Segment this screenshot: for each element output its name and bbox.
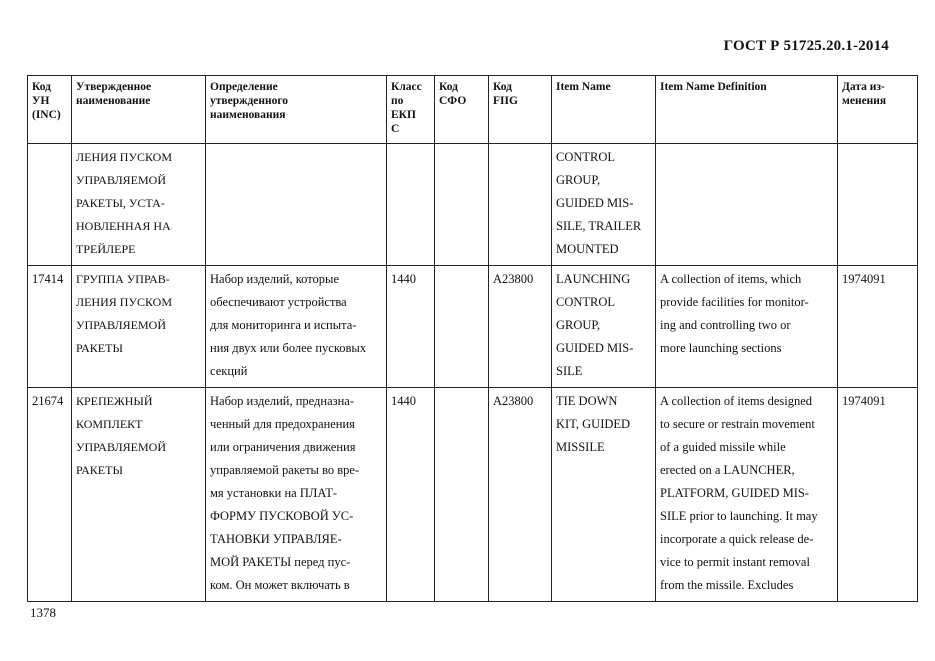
cell-value: A23800 <box>493 272 534 286</box>
cell-line: ЛЕНИЯ ПУСКОМ <box>76 295 173 309</box>
cell-line: GUIDED MIS- <box>556 341 634 355</box>
cell-line: КРЕПЕЖНЫЙ <box>76 394 153 408</box>
cell-class <box>387 388 435 602</box>
cell-fiig-code <box>489 388 552 602</box>
header-line: Код <box>439 81 459 93</box>
cell-line: ченный для предохранения <box>210 417 355 431</box>
cell-sfo-code <box>435 388 489 602</box>
page-number: 1378 <box>30 605 56 620</box>
cell-line: SILE prior to launching. It may <box>660 509 818 523</box>
cell-line: ТРЕЙЛЕРЕ <box>76 242 136 256</box>
cell-inc <box>28 144 72 266</box>
cell-line: НОВЛЕННАЯ НА <box>76 219 171 233</box>
cell-line: CONTROL <box>556 150 616 164</box>
cell-line: LAUNCHING <box>556 272 631 286</box>
header-line: менения <box>842 95 887 107</box>
header-line: утвержденного <box>210 95 289 107</box>
header-class <box>387 76 435 144</box>
cell-line: ТАНОВКИ УПРАВЛЯЕ- <box>210 532 342 546</box>
cell-line: секций <box>210 364 248 378</box>
header-line: по <box>391 95 404 107</box>
cell-class <box>387 266 435 388</box>
header-line: С <box>391 123 400 135</box>
cell-name-definition <box>206 266 387 388</box>
cell-item-name-definition <box>656 388 838 602</box>
cell-line: vice to permit instant removal <box>660 555 810 569</box>
header-line: Определение <box>210 81 278 93</box>
cell-line: GROUP, <box>556 318 601 332</box>
cell-line: SILE, TRAILER <box>556 219 642 233</box>
cell-line: GROUP, <box>556 173 601 187</box>
cell-line: from the missile. Excludes <box>660 578 794 592</box>
cell-value: 1440 <box>391 272 416 286</box>
table-body <box>28 144 918 602</box>
cell-change-date <box>838 388 918 602</box>
table-row <box>28 266 918 388</box>
cell-line: ФОРМУ ПУСКОВОЙ УС- <box>210 509 354 523</box>
cell-value: 17414 <box>32 272 64 286</box>
cell-item-name <box>552 144 656 266</box>
cell-sfo-code <box>435 266 489 388</box>
cell-line: GUIDED MIS- <box>556 196 634 210</box>
cell-line: или ограничения движения <box>210 440 356 454</box>
cell-line: to secure or restrain movement <box>660 417 815 431</box>
cell-line: МОЙ РАКЕТЫ перед пус- <box>210 555 351 569</box>
cell-change-date <box>838 144 918 266</box>
cell-item-name <box>552 266 656 388</box>
cell-line: УПРАВЛЯЕМОЙ <box>76 318 166 332</box>
cell-fiig-code <box>489 144 552 266</box>
header-inc <box>28 76 72 144</box>
cell-approved-name <box>72 144 206 266</box>
cell-line: MISSILE <box>556 440 605 454</box>
cell-line: incorporate a quick release de- <box>660 532 814 546</box>
cell-line: управляемой ракеты во вре- <box>210 463 360 477</box>
table-header-row <box>28 76 918 144</box>
cell-line: A collection of items, which <box>660 272 802 286</box>
header-name-definition <box>206 76 387 144</box>
cell-change-date <box>838 266 918 388</box>
header-line: Item Name Definition <box>660 81 767 93</box>
header-line: Класс <box>391 81 422 93</box>
cell-line: TIE DOWN <box>556 394 618 408</box>
cell-sfo-code <box>435 144 489 266</box>
cell-inc <box>28 266 72 388</box>
cell-line: KIT, GUIDED <box>556 417 631 431</box>
cell-line: ком. Он может включать в <box>210 578 350 592</box>
cell-line: ing and controlling two or <box>660 318 791 332</box>
cell-item-name-definition <box>656 266 838 388</box>
cell-fiig-code <box>489 266 552 388</box>
cell-value: 1440 <box>391 394 416 408</box>
table-row <box>28 144 918 266</box>
cell-line: УПРАВЛЯЕМОЙ <box>76 440 166 454</box>
cell-approved-name <box>72 266 206 388</box>
cell-line: PLATFORM, GUIDED MIS- <box>660 486 809 500</box>
cell-inc <box>28 388 72 602</box>
cell-line: CONTROL <box>556 295 616 309</box>
cell-approved-name <box>72 388 206 602</box>
cell-name-definition <box>206 388 387 602</box>
catalog-table <box>27 75 918 602</box>
header-line: Дата из- <box>842 81 885 93</box>
cell-name-definition <box>206 144 387 266</box>
header-line: наименования <box>210 109 286 121</box>
header-item-name-definition <box>656 76 838 144</box>
cell-line: ГРУППА УПРАВ- <box>76 272 170 286</box>
cell-line: УПРАВЛЯЕМОЙ <box>76 173 166 187</box>
cell-line: КОМПЛЕКТ <box>76 417 143 431</box>
cell-line: ЛЕНИЯ ПУСКОМ <box>76 150 173 164</box>
cell-line: of a guided missile while <box>660 440 786 454</box>
header-line: ЕКП <box>391 109 416 121</box>
cell-line: ния двух или более пусковых <box>210 341 367 355</box>
cell-line: A collection of items designed <box>660 394 813 408</box>
cell-line: для мониторинга и испыта- <box>210 318 357 332</box>
header-approved-name <box>72 76 206 144</box>
cell-line: мя установки на ПЛАТ- <box>210 486 338 500</box>
header-line: СФО <box>439 95 467 107</box>
document-standard-code: ГОСТ Р 51725.20.1-2014 <box>723 38 889 54</box>
header-sfo-code <box>435 76 489 144</box>
cell-item-name-definition <box>656 144 838 266</box>
header-line: УН <box>32 95 50 107</box>
header-line: Код <box>32 81 52 93</box>
header-fiig-code <box>489 76 552 144</box>
cell-value: 1974091 <box>842 272 886 286</box>
cell-line: provide facilities for monitor- <box>660 295 809 309</box>
cell-line: Набор изделий, которые <box>210 272 340 286</box>
cell-line: SILE <box>556 364 583 378</box>
header-line: Код <box>493 81 513 93</box>
cell-line: more launching sections <box>660 341 782 355</box>
cell-line: обеспечивают устройства <box>210 295 347 309</box>
header-line: FIIG <box>493 95 518 107</box>
table-row <box>28 388 918 602</box>
cell-line: erected on a LAUNCHER, <box>660 463 795 477</box>
cell-line: Набор изделий, предназна- <box>210 394 354 408</box>
header-item-name <box>552 76 656 144</box>
cell-line: MOUNTED <box>556 242 619 256</box>
cell-class <box>387 144 435 266</box>
cell-line: РАКЕТЫ <box>76 463 123 477</box>
cell-value: 1974091 <box>842 394 886 408</box>
cell-line: РАКЕТЫ <box>76 341 123 355</box>
header-line: наименование <box>76 95 151 107</box>
cell-value: A23800 <box>493 394 534 408</box>
header-line: Утвержденное <box>76 81 152 93</box>
cell-value: 21674 <box>32 394 64 408</box>
cell-item-name <box>552 388 656 602</box>
header-change-date <box>838 76 918 144</box>
header-line: Item Name <box>556 81 611 93</box>
cell-line: РАКЕТЫ, УСТА- <box>76 196 165 210</box>
header-line: (INC) <box>32 109 61 121</box>
